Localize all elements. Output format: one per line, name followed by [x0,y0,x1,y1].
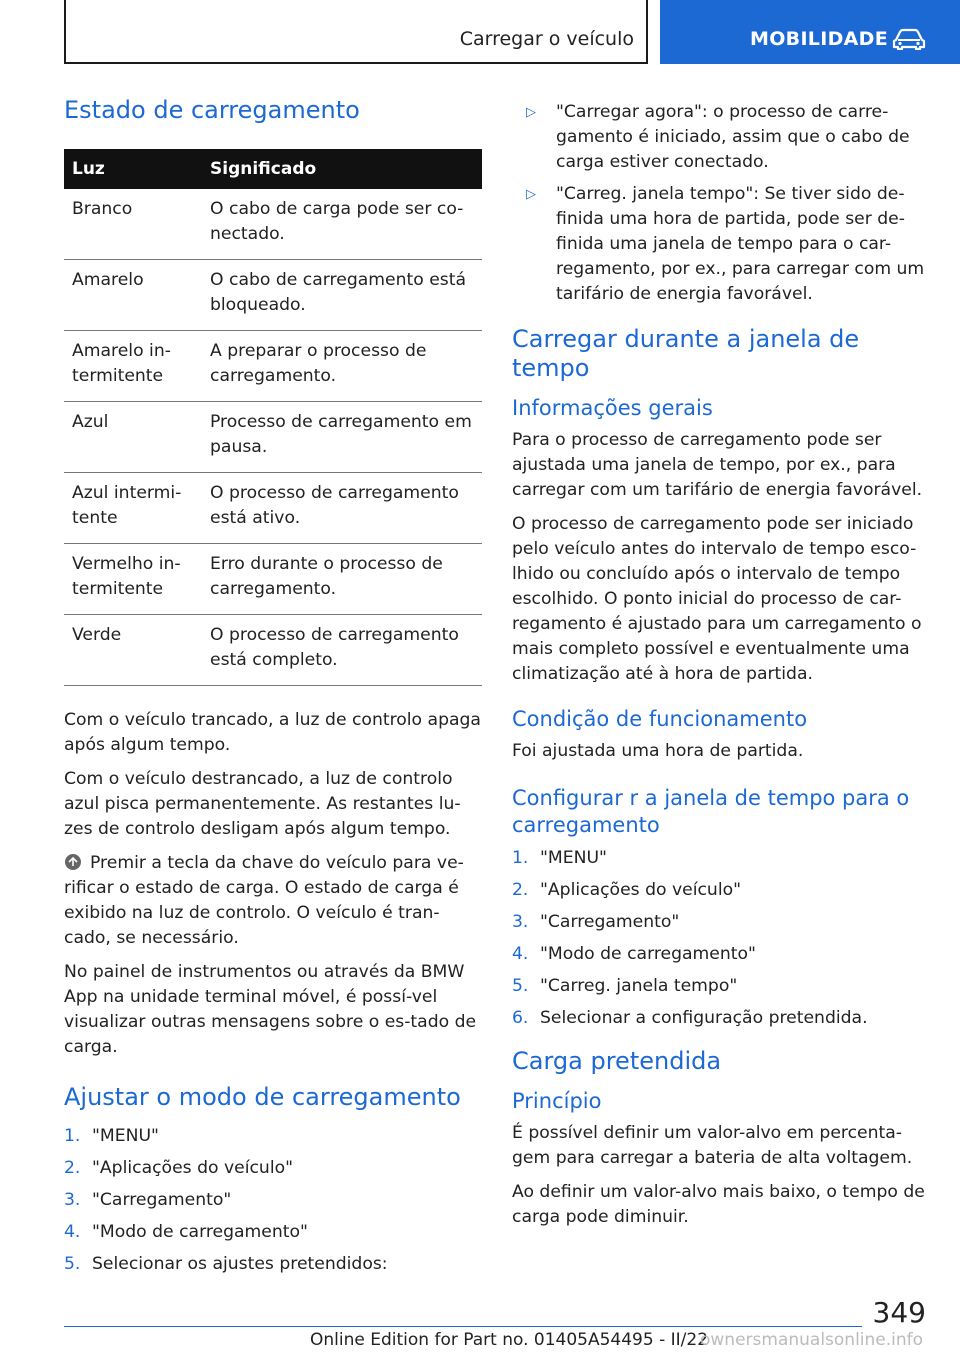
car-icon [892,28,926,50]
step-number: 4. [64,1221,81,1242]
table-row [64,614,482,685]
step-text: Selecionar a configuração pretendida. [540,1007,868,1028]
footer-divider [64,1326,862,1327]
paragraph-condition: Foi ajustada uma hora de partida. [512,741,804,762]
page-number: 349 [872,1296,926,1329]
left-column [64,96,482,1285]
footer-edition: Online Edition for Part no. 01405A54495 - II/22 [310,1330,709,1350]
header-chapter-box [64,0,648,64]
step-text: "Modo de carregamento" [92,1221,308,1242]
key-button-icon [64,853,82,871]
step-number: 5. [512,975,529,996]
table-row [64,401,482,472]
subheading-principle: Princípio [512,1088,602,1113]
footer-watermark: ownersmanualsonline.info [700,1330,924,1350]
list-item [64,1220,482,1245]
table-cell-light: Azul intermi-tente [64,472,202,543]
charging-mode-options [500,100,926,307]
paragraph-app-messages: No painel de instrumentos ou através da BMW App na unidade terminal móvel, é possí-vel visualizar outras mensagens sobre o es-tado de carga. [64,961,477,1057]
step-number: 6. [512,1007,529,1028]
triangle-bullet-icon: ▷ [526,187,536,202]
table-header-row [64,149,482,189]
list-item [500,100,926,175]
step-text: "Carreg. janela tempo" [540,975,738,996]
step-number: 4. [512,943,529,964]
step-text: "Carregamento" [92,1189,232,1210]
step-number: 1. [64,1125,81,1146]
table-header-light: Luz [64,149,202,189]
heading-charging-status: Estado de carregamento [64,96,360,124]
table-row [64,189,482,260]
table-cell-meaning: O cabo de carregamento está bloqueado. [202,259,482,330]
table-cell-light: Verde [64,614,202,685]
paragraph-key-check-text: Premir a tecla da chave do veículo para ve-rificar o estado de carga. O estado de carga é exibido na luz de controlo. O veículo é tran-cado, se necessário. [64,852,464,948]
list-item [64,1156,482,1181]
list-item [64,1252,482,1277]
paragraph-locked: Com o veículo trancado, a luz de controlo apaga após algum tempo. [64,709,481,755]
steps-charging-mode [64,1124,482,1277]
list-item [512,1006,926,1031]
step-text: "MENU" [92,1125,159,1146]
heading-charging-mode: Ajustar o modo de carregamento [64,1082,461,1111]
list-item [512,974,926,999]
table-cell-meaning: Erro durante o processo de carregamento. [202,543,482,614]
table-cell-light: Amarelo in-termitente [64,330,202,401]
step-number: 1. [512,847,529,868]
paragraph-info-2: O processo de carregamento pode ser iniciado pelo veículo antes do intervalo de tempo esco-lhido ou concluído após o intervalo de tempo escolhido. O ponto inicial do processo de car-regamento é ajustado para um carregamento o mais completo possível e eventualmente uma climatização até à hora de partida. [512,513,922,684]
table-row [64,259,482,330]
triangle-bullet-icon: ▷ [526,105,536,120]
subheading-configure-window: Configurar r a janela de tempo para o carregamento [512,786,910,838]
table-cell-meaning: Processo de carregamento em pausa. [202,401,482,472]
header-section-tab [660,0,960,64]
step-text: "Aplicações do veículo" [540,879,742,900]
paragraph-key-check [64,851,482,951]
heading-time-window: Carregar durante a janela de tempo [512,325,860,382]
paragraph-unlocked: Com o veículo destrancado, a luz de controlo azul pisca permanentemente. As restantes lu-zes de controlo desligam após algum tempo. [64,768,461,839]
table-row [64,543,482,614]
list-item [512,910,926,935]
step-text: "Carregamento" [540,911,680,932]
paragraph-principle-1: É possível definir um valor-alvo em percenta-gem para carregar a bateria de alta voltagem. [512,1122,913,1168]
table-cell-meaning: A preparar o processo de carregamento. [202,330,482,401]
option-text: "Carreg. janela tempo": Se tiver sido de-finida uma hora de partida, pode ser de-finida uma janela de tempo para o car-regamento, por ex., para carregar com um tarifário de energia favorável. [556,184,925,304]
table-cell-light: Vermelho in-termitente [64,543,202,614]
option-text: "Carregar agora": o processo de carre-gamento é iniciado, assim que o cabo de carga estiver conectado. [556,102,910,172]
section-title: MOBILIDADE [750,28,889,50]
step-number: 2. [512,879,529,900]
status-light-table [64,149,482,686]
heading-target-charge: Carga pretendida [512,1046,722,1075]
table-cell-meaning: O processo de carregamento está completo. [202,614,482,685]
subheading-operating-condition: Condição de funcionamento [512,706,808,731]
step-text: "MENU" [540,847,607,868]
table-cell-meaning: O cabo de carga pode ser co-nectado. [202,189,482,260]
list-item [512,846,926,871]
table-row [64,472,482,543]
table-cell-light: Branco [64,189,202,260]
paragraph-principle-2: Ao definir um valor-alvo mais baixo, o tempo de carga pode diminuir. [512,1181,925,1227]
step-number: 2. [64,1157,81,1178]
steps-time-window [512,846,926,1031]
table-cell-light: Amarelo [64,259,202,330]
step-text: "Modo de carregamento" [540,943,756,964]
list-item [500,182,926,307]
table-cell-meaning: O processo de carregamento está ativo. [202,472,482,543]
step-text: Selecionar os ajustes pretendidos: [92,1253,388,1274]
step-number: 5. [64,1253,81,1274]
subheading-general-info: Informações gerais [512,395,713,420]
list-item [64,1188,482,1213]
list-item [512,878,926,903]
table-header-meaning: Significado [202,149,482,189]
list-item [512,942,926,967]
step-number: 3. [64,1189,81,1210]
table-row [64,330,482,401]
step-number: 3. [512,911,529,932]
table-cell-light: Azul [64,401,202,472]
chapter-title: Carregar o veículo [459,28,634,50]
right-column [512,100,926,1239]
paragraph-info-1: Para o processo de carregamento pode ser ajustada uma janela de tempo, por ex., para carregar com um tarifário de energia favorável. [512,429,923,500]
step-text: "Aplicações do veículo" [92,1157,294,1178]
list-item [64,1124,482,1149]
